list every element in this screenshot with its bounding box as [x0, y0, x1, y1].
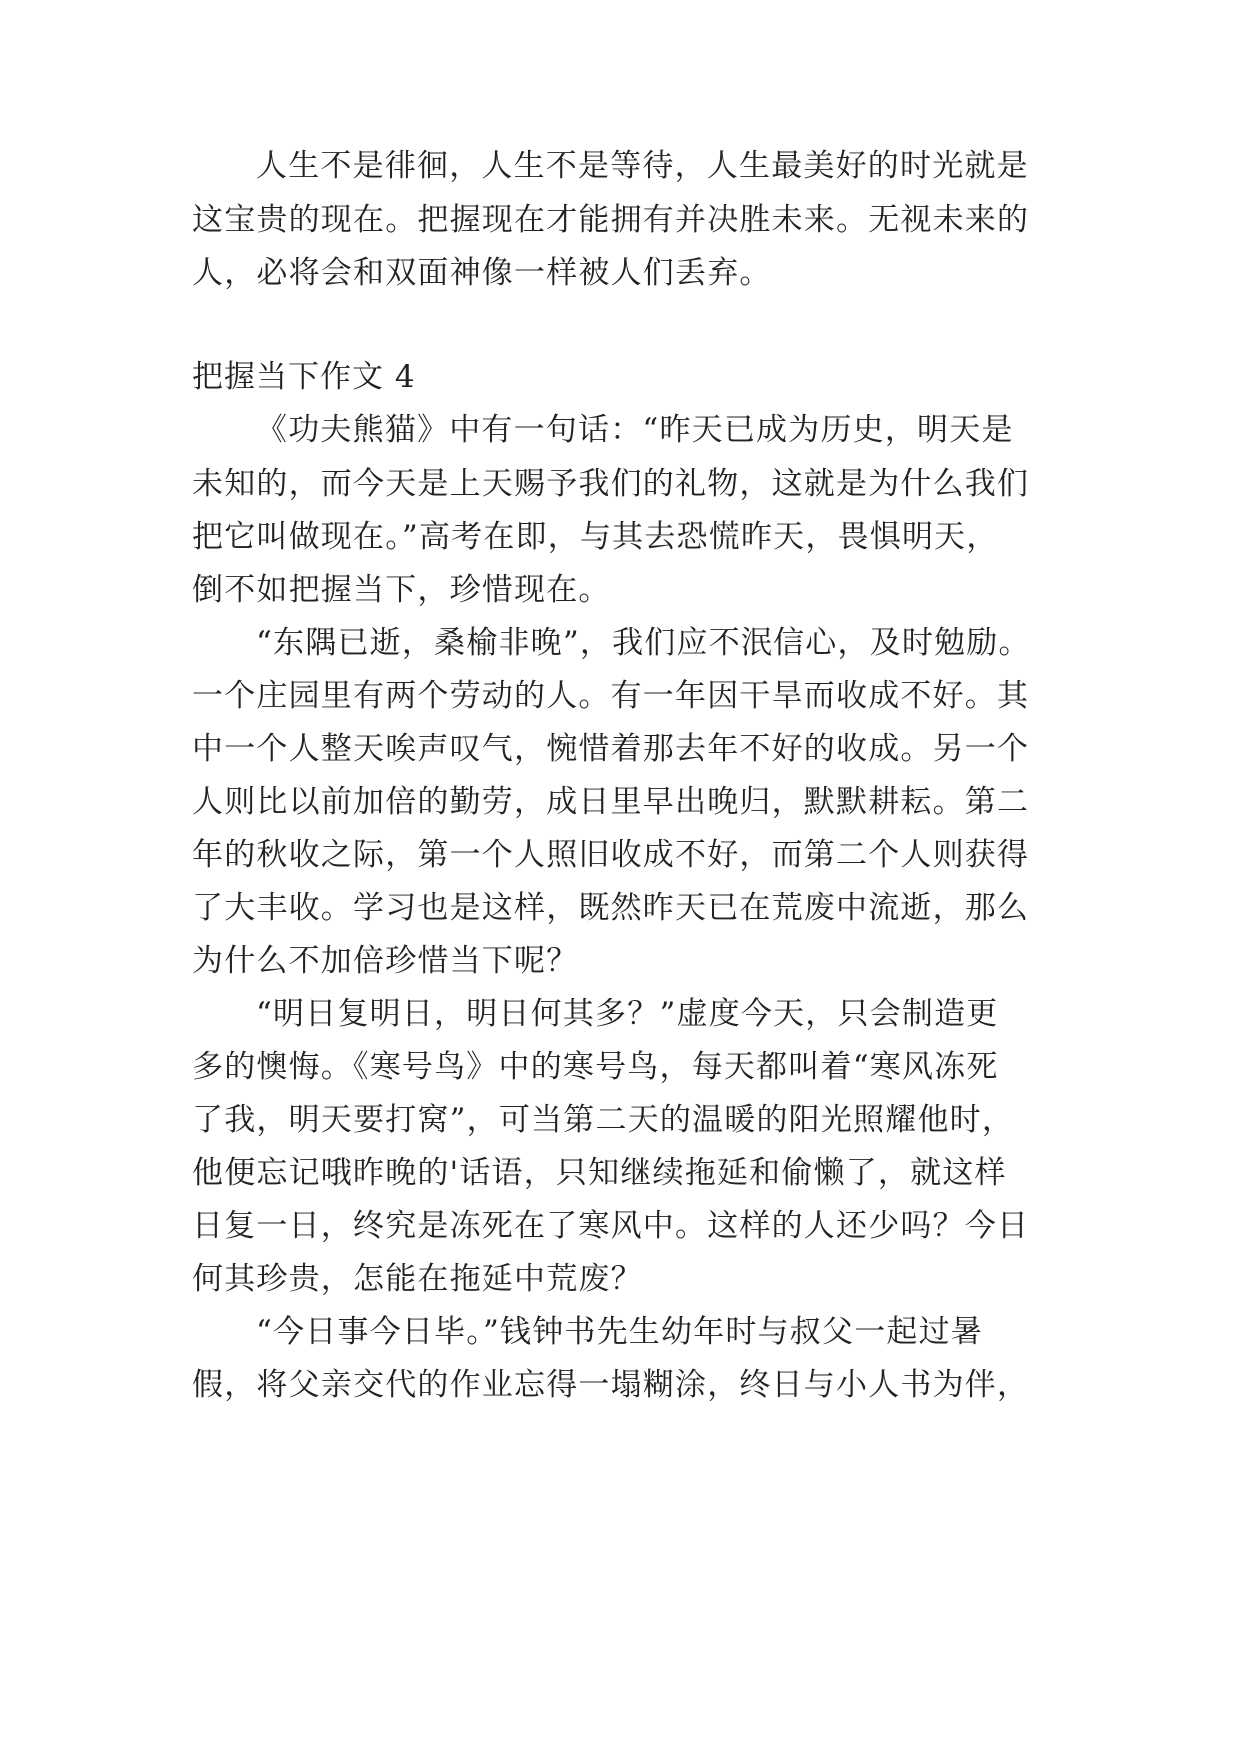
text-line: 中一个人整天唉声叹气，惋惜着那去年不好的收成。另一个	[192, 731, 1030, 767]
text-line: 年的秋收之际，第一个人照旧收成不好，而第二个人则获得	[192, 837, 1030, 873]
text-line: 《功夫熊猫》中有一句话：“昨天已成为历史，明天是	[256, 412, 1014, 448]
text-line: “今日事今日毕。”钱钟书先生幼年时与叔父一起过暑	[256, 1314, 983, 1350]
text-line: 人，必将会和双面神像一样被人们丢弃。	[192, 255, 772, 291]
text-line: 人生不是徘徊，人生不是等待，人生最美好的时光就是	[256, 148, 1029, 184]
text-line: 何其珍贵，怎能在拖延中荒废？	[192, 1261, 643, 1297]
text-line: 他便忘记哦昨晚的'话语，只知继续拖延和偷懒了，就这样	[192, 1155, 1007, 1191]
text-line: 未知的，而今天是上天赐予我们的礼物，这就是为什么我们	[192, 466, 1030, 502]
text-line: “明日复明日，明日何其多？”虚度今天，只会制造更	[256, 996, 999, 1032]
text-line: 日复一日，终究是冻死在了寒风中。这样的人还少吗？今日	[192, 1208, 1030, 1244]
text-line: 了我，明天要打窝”，可当第二天的温暖的阳光照耀他时，	[192, 1102, 1015, 1138]
text-line: 假，将父亲交代的作业忘得一塌糊涂，终日与小人书为伴，	[192, 1367, 1030, 1403]
section-heading: 把握当下作文 4	[192, 359, 416, 395]
text-line: 这宝贵的现在。把握现在才能拥有并决胜未来。无视未来的	[192, 202, 1030, 238]
text-line: 把它叫做现在。”高考在即，与其去恐慌昨天，畏惧明天，	[192, 519, 999, 555]
text-line: 倒不如把握当下，珍惜现在。	[192, 572, 611, 608]
text-line: 为什么不加倍珍惜当下呢？	[192, 943, 579, 979]
text-line: “东隅已逝，桑榆非晚”，我们应不泯信心，及时勉励。	[256, 625, 1031, 661]
text-line: 了大丰收。学习也是这样，既然昨天已在荒废中流逝，那么	[192, 890, 1030, 926]
text-line: 一个庄园里有两个劳动的人。有一年因干旱而收成不好。其	[192, 678, 1030, 714]
text-line: 人则比以前加倍的勤劳，成日里早出晚归，默默耕耘。第二	[192, 784, 1030, 820]
text-line: 多的懊悔。《寒号鸟》中的寒号鸟，每天都叫着“寒风冻死	[192, 1049, 999, 1085]
